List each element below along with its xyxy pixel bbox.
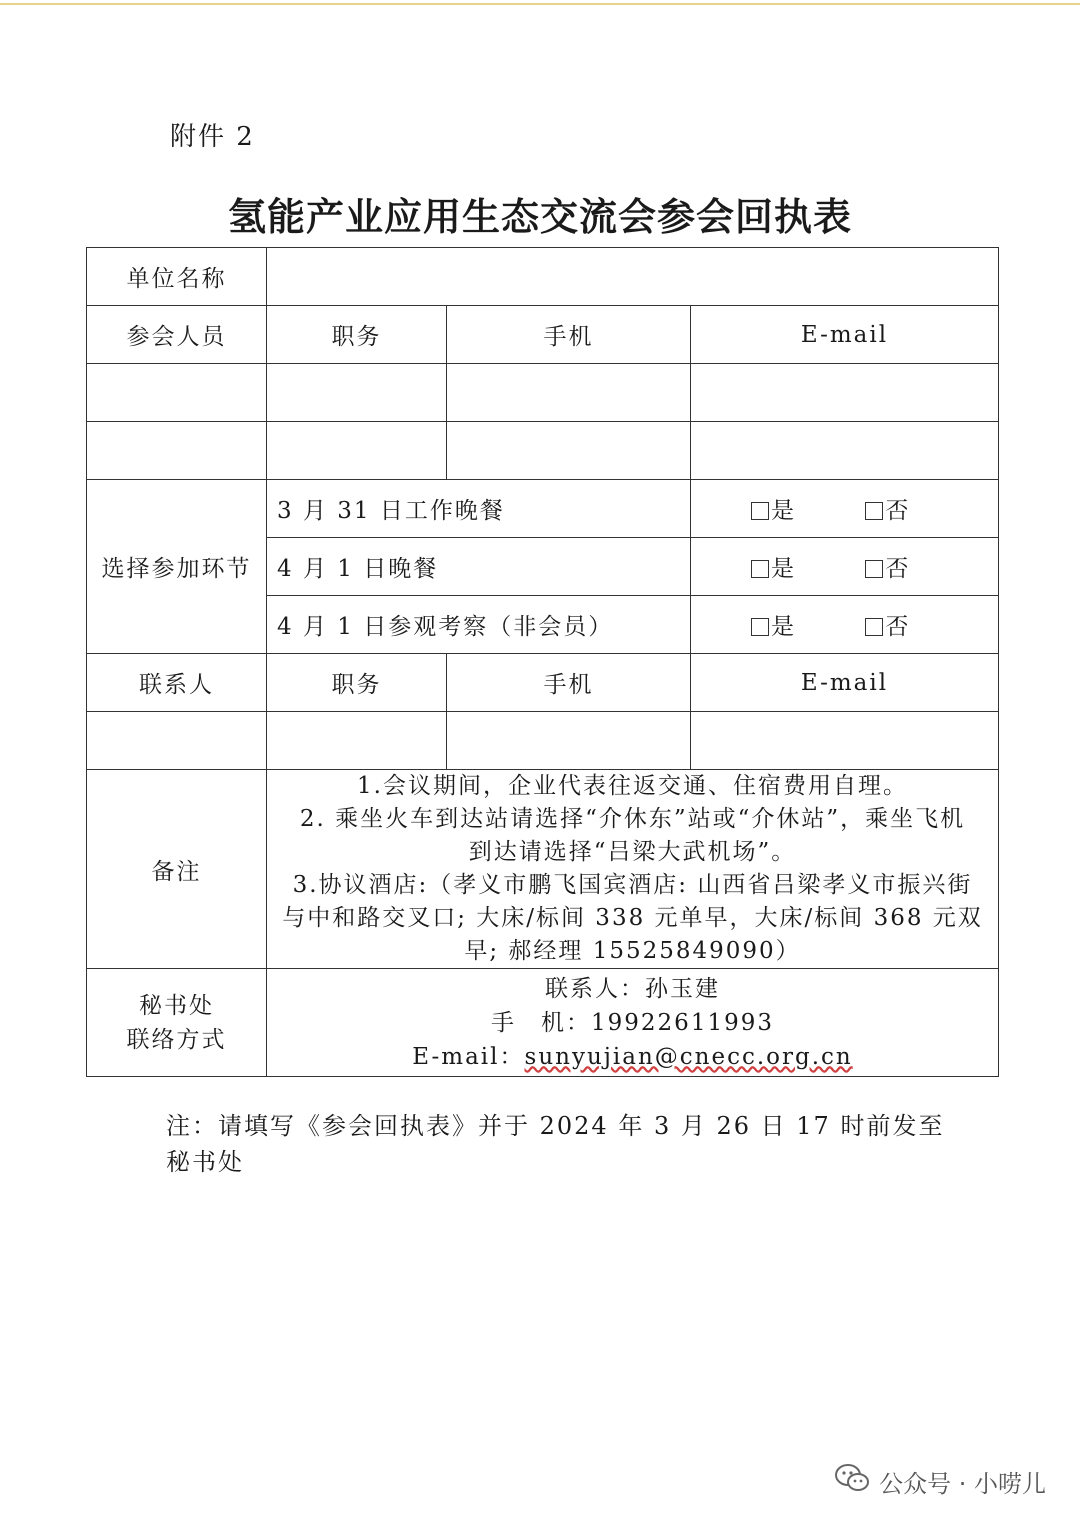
remarks-row: [87, 770, 999, 969]
registration-form-table: [86, 247, 999, 1077]
email-link[interactable]: sunyujian@cnecc.org.cn: [524, 1043, 853, 1070]
remark-line: 到达请选择“吕梁大武机场”。: [468, 839, 797, 865]
contact-name: 孙玉建: [645, 975, 720, 1002]
attachment-label: 附件 2: [170, 122, 255, 152]
contact-position-field[interactable]: [267, 712, 447, 770]
secretariat-email-line: E-mail：sunyujian@cnecc.org.cn: [412, 1043, 853, 1070]
attendee-label: 参会人员: [87, 306, 267, 364]
checkbox-icon[interactable]: [751, 560, 769, 578]
session-choice: [691, 596, 999, 654]
unit-row: [87, 248, 999, 306]
remark-line: 3.协议酒店:（孝义市鹏飞国宾酒店: 山西省吕梁孝义市振兴街: [292, 872, 973, 898]
footnote-line: 注：请填写《参会回执表》并于 2024 年 3 月 26 日 17 时前发至: [166, 1112, 945, 1140]
remark-line: 1.会议期间，企业代表往返交通、住宿费用自理。: [357, 773, 908, 799]
secretariat-label: [87, 969, 267, 1077]
session-choice: [691, 480, 999, 538]
checkbox-icon[interactable]: [751, 618, 769, 636]
contact-mobile-field[interactable]: [447, 712, 691, 770]
contact-name-field[interactable]: [87, 712, 267, 770]
phone-number: 19922611993: [591, 1009, 774, 1036]
remarks-label: 备注: [87, 770, 267, 969]
attendee-row: [87, 364, 999, 422]
attendee-row: [87, 422, 999, 480]
watermark-text: 公众号 · 小唠儿: [879, 1469, 1046, 1498]
checkbox-icon[interactable]: [865, 502, 883, 520]
secretariat-contact: [267, 969, 999, 1077]
contact-row: [87, 712, 999, 770]
contact-mobile-header: 手机: [447, 654, 691, 712]
remark-line: 早; 郝经理 15525849090）: [464, 938, 801, 964]
session-row: [87, 480, 999, 538]
position-header: 职务: [267, 306, 447, 364]
unit-name-field[interactable]: [267, 248, 999, 306]
secretariat-label-line: 秘书处: [139, 992, 214, 1019]
session-choice: [691, 538, 999, 596]
top-border-line: [0, 3, 1080, 5]
contact-email-header: E-mail: [691, 654, 999, 712]
attendee-position-field[interactable]: [267, 422, 447, 480]
attendee-name-field[interactable]: [87, 364, 267, 422]
attendee-header-row: [87, 306, 999, 364]
session-name: 4 月 1 日晚餐: [267, 538, 691, 596]
mobile-header: 手机: [447, 306, 691, 364]
secretariat-phone-line: 手 机：19922611993: [491, 1009, 774, 1036]
contact-position-header: 职务: [267, 654, 447, 712]
attendee-mobile-field[interactable]: [447, 364, 691, 422]
checkbox-icon[interactable]: [751, 502, 769, 520]
no-option[interactable]: 否: [865, 608, 910, 641]
secretariat-row: [87, 969, 999, 1077]
watermark: [835, 1463, 1046, 1499]
remark-line: 2. 乘坐火车到达站请选择“介休东”站或“介休站”，乘坐飞机: [299, 806, 966, 832]
footnote-line: 秘书处: [166, 1148, 244, 1176]
remark-line: 与中和路交叉口; 大床/标间 338 元单早，大床/标间 368 元双: [282, 905, 983, 931]
attendee-email-field[interactable]: [691, 364, 999, 422]
attendee-name-field[interactable]: [87, 422, 267, 480]
footnote: [166, 1108, 944, 1180]
checkbox-icon[interactable]: [865, 560, 883, 578]
checkbox-icon[interactable]: [865, 618, 883, 636]
contact-email-field[interactable]: [691, 712, 999, 770]
contact-header-row: [87, 654, 999, 712]
no-option[interactable]: 否: [865, 492, 910, 525]
session-name: 4 月 1 日参观考察（非会员）: [267, 596, 691, 654]
unit-name-label: 单位名称: [87, 248, 267, 306]
secretariat-contact-line: 联系人：孙玉建: [545, 975, 720, 1002]
email-header: E-mail: [691, 306, 999, 364]
secretariat-label-line: 联络方式: [126, 1026, 227, 1053]
wechat-icon: [835, 1463, 869, 1499]
yes-option[interactable]: 是: [751, 492, 796, 525]
no-option[interactable]: 否: [865, 550, 910, 583]
remarks-content: [267, 770, 999, 969]
contact-label: 联系人: [87, 654, 267, 712]
attendee-mobile-field[interactable]: [447, 422, 691, 480]
sessions-label: 选择参加环节: [87, 480, 267, 654]
session-name: 3 月 31 日工作晚餐: [267, 480, 691, 538]
yes-option[interactable]: 是: [751, 608, 796, 641]
attendee-email-field[interactable]: [691, 422, 999, 480]
attendee-position-field[interactable]: [267, 364, 447, 422]
yes-option[interactable]: 是: [751, 550, 796, 583]
page-title: 氢能产业应用生态交流会参会回执表: [227, 194, 852, 239]
